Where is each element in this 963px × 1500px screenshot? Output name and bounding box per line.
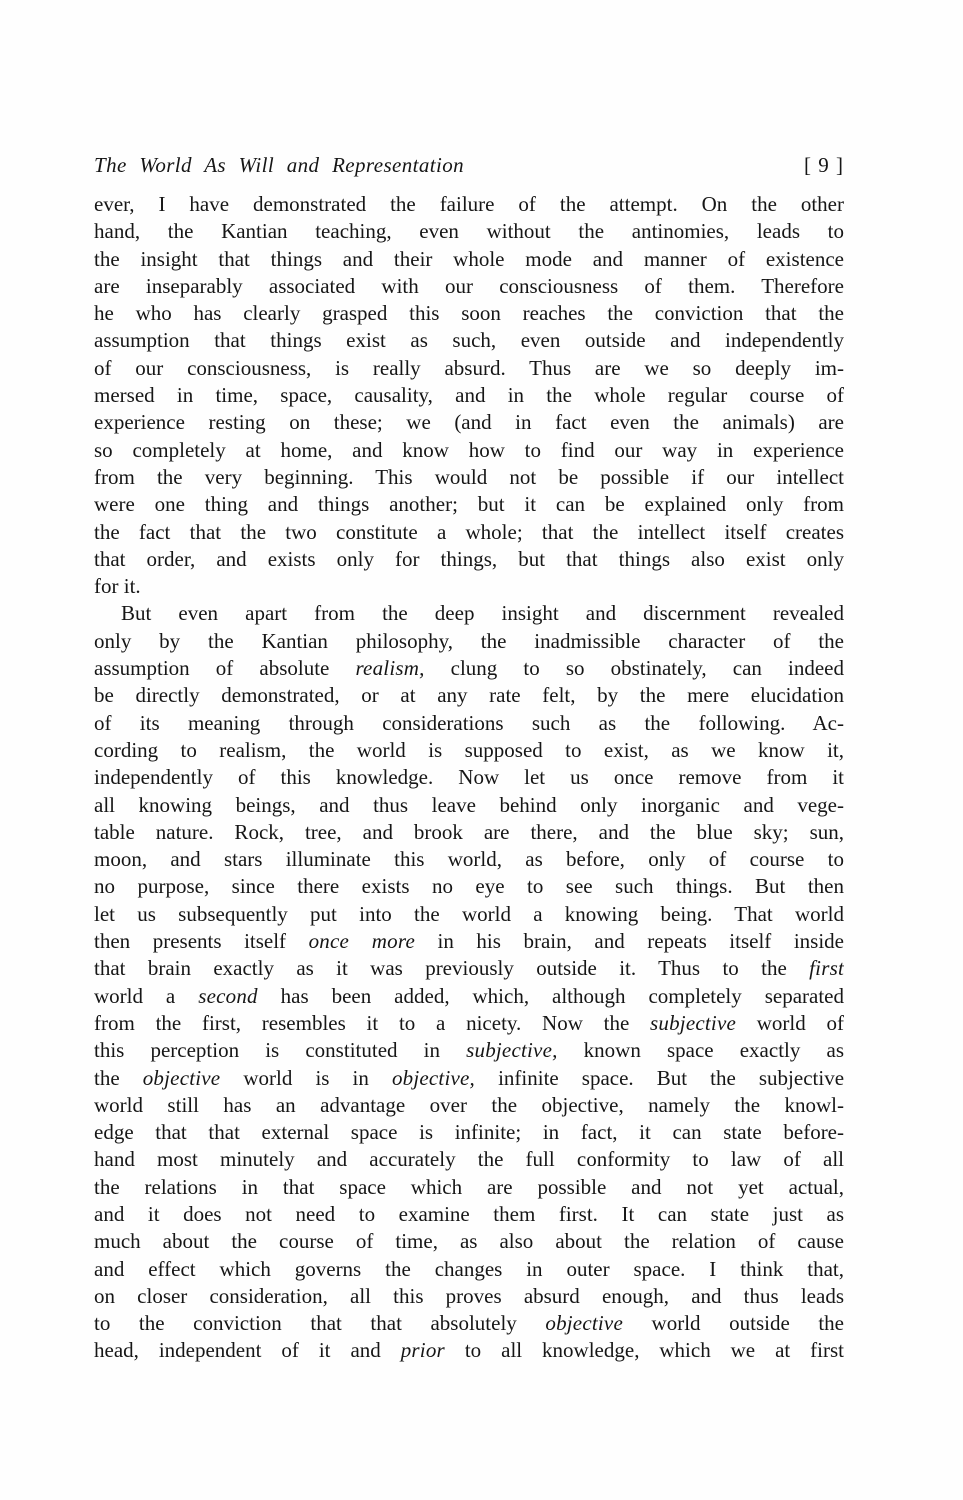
text-line: assumption of absolute realism, clung to so obstinately, can indeed	[94, 656, 844, 681]
text-line: no purpose, since there exists no eye to see such things. But then	[94, 874, 844, 899]
text-line: were one thing and things another; but it can be explained only from	[94, 492, 844, 517]
text-line: experience resting on these; we (and in fact even the animals) are	[94, 410, 844, 435]
running-head	[94, 152, 844, 178]
text-line: hand most minutely and accurately the full conformity to law of all	[94, 1147, 844, 1172]
text-line: so completely at home, and know how to find our way in experience	[94, 437, 844, 462]
text-line: hand, the Kantian teaching, even without the antinomies, leads to	[94, 219, 844, 244]
paragraph	[94, 600, 844, 1364]
text-line: cording to realism, the world is supposed to exist, as we know it,	[94, 737, 844, 762]
text-line: on closer consideration, all this proves absurd enough, and thus leads	[94, 1283, 844, 1308]
text-line: that order, and exists only for things, but that things also exist only	[94, 546, 844, 571]
text-line: of our consciousness, is really absurd. Thus are we so deeply im-	[94, 355, 844, 380]
text-line: all knowing beings, and thus leave behind only inorganic and vege-	[94, 792, 844, 817]
text-line: for it.	[94, 574, 141, 599]
text-line: assumption that things exist as such, even outside and independently	[94, 328, 844, 353]
body-text	[94, 191, 844, 1365]
text-line: from the very beginning. This would not be possible if our intellect	[94, 464, 844, 489]
text-line: head, independent of it and prior to all knowledge, which we at first	[94, 1338, 844, 1363]
text-line: only by the Kantian philosophy, the inadmissible character of the	[94, 628, 844, 653]
text-line: be directly demonstrated, or at any rate felt, by the mere elucidation	[94, 683, 844, 708]
text-line: But even apart from the deep insight and discernment revealed	[121, 601, 844, 626]
page-number: [ 9 ]	[804, 153, 844, 177]
text-line: table nature. Rock, tree, and brook are there, and the blue sky; sun,	[94, 819, 844, 844]
text-line: this perception is constituted in subjective, known space exactly as	[94, 1038, 844, 1063]
text-line: the insight that things and their whole mode and manner of existence	[94, 246, 844, 271]
text-line: that brain exactly as it was previously outside it. Thus to the first	[94, 956, 844, 981]
running-head-title: The World As Will and Representation	[94, 153, 465, 177]
text-line: world a second has been added, which, although completely separated	[94, 983, 844, 1008]
text-line: mersed in time, space, causality, and in the whole regular course of	[94, 383, 844, 408]
paragraph	[94, 191, 844, 600]
text-line: ever, I have demonstrated the failure of the attempt. On the other	[94, 192, 844, 216]
text-line: the objective world is in objective, infinite space. But the subjective	[94, 1065, 844, 1090]
text-line: edge that that external space is infinite; in fact, it can state before-	[94, 1120, 844, 1145]
text-line: then presents itself once more in his brain, and repeats itself inside	[94, 929, 844, 954]
text-line: world still has an advantage over the objective, namely the knowl-	[94, 1092, 844, 1117]
text-line: moon, and stars illuminate this world, as before, only of course to	[94, 847, 844, 872]
text-line: from the first, resembles it to a nicety. Now the subjective world of	[94, 1010, 844, 1035]
text-line: and it does not need to examine them first. It can state just as	[94, 1201, 844, 1226]
text-line: the fact that the two constitute a whole; that the intellect itself creates	[94, 519, 844, 544]
text-line: the relations in that space which are possible and not yet actual,	[94, 1174, 844, 1199]
text-line: and effect which governs the changes in outer space. I think that,	[94, 1256, 844, 1281]
text-line: independently of this knowledge. Now let us once remove from it	[94, 765, 844, 790]
text-line: of its meaning through considerations such as the following. Ac-	[94, 710, 844, 735]
text-line: are inseparably associated with our consciousness of them. Therefore	[94, 273, 844, 298]
text-line: let us subsequently put into the world a knowing being. That world	[94, 901, 844, 926]
text-line: much about the course of time, as also about the relation of cause	[94, 1229, 844, 1254]
text-line: he who has clearly grasped this soon reaches the conviction that the	[94, 301, 844, 326]
text-line: to the conviction that that absolutely objective world outside the	[94, 1311, 844, 1336]
